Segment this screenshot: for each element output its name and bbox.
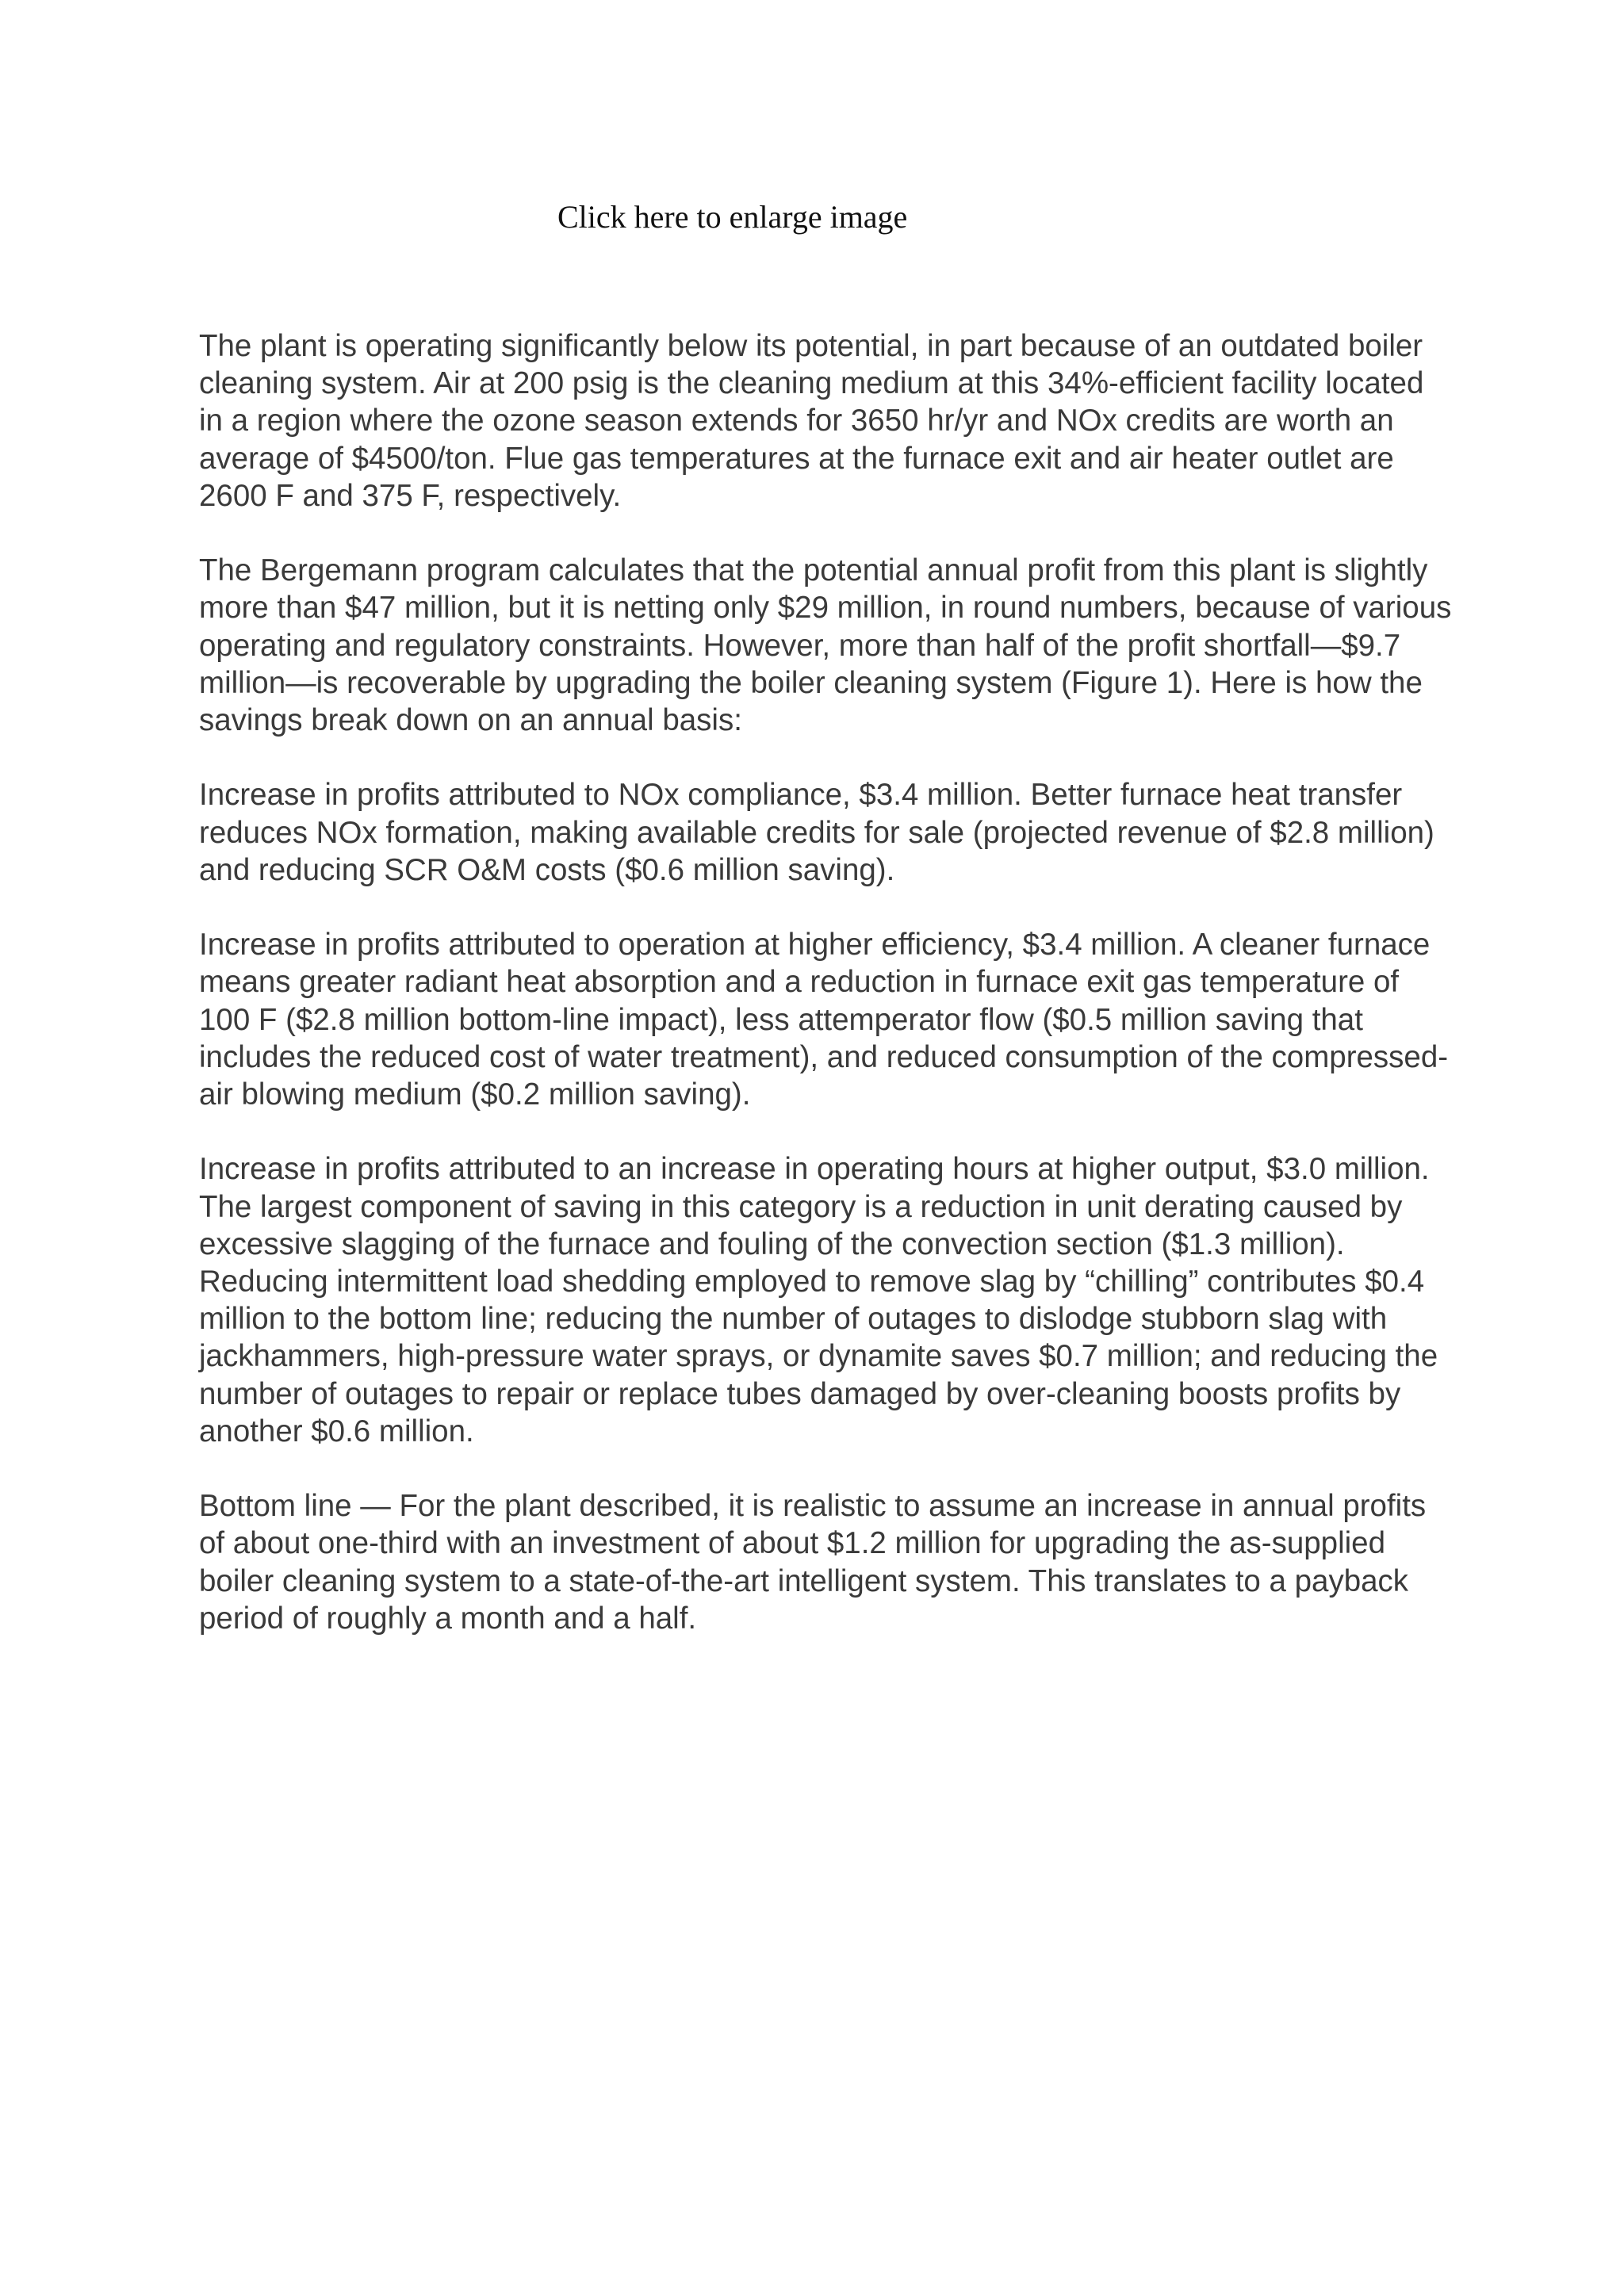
paragraph-operating-hours: Increase in profits attributed to an increase in operating hours at higher output, $3.0 million. The largest component of saving in this category is a reduction in unit derating caused by excessive slagging of the furnace and fouling of the convection section ($1.3 million). Reducing intermittent load shedding employed to remove slag by “chilling” contributes $0.4 million to the bottom line; reducing the number of outages to dislodge stubborn slag with jackhammers, high-pressure water sprays, or dynamite saves $0.7 million; and reducing the number of outages to repair or replace tubes damaged by over-cleaning boosts profits by another $0.6 million. [199,1152,1438,1448]
paragraph-plant-overview: The plant is operating significantly below its potential, in part because of an outdated boiler cleaning system. Air at 200 psig is the cleaning medium at this 34%-efficient facility located in a region where the ozone season extends for 3650 hr/yr and NOx credits are worth an average of $4500/ton. Flue gas temperatures at the furnace exit and air heater outlet are 2600 F and 375 F, respectively. [199,329,1424,513]
paragraph-efficiency: Increase in profits attributed to operation at higher efficiency, $3.4 million. A cleaner furnace means greater radiant heat absorption and a reduction in furnace exit gas temperature of 100 F ($2.8 million bottom-line impact), less attemperator flow ($0.5 million saving that includes the reduced cost of water treatment), and reduced consumption of the compressed-air blowing medium ($0.2 million saving). [199,928,1449,1112]
enlarge-image-link[interactable]: Click here to enlarge image [557,199,908,235]
paragraph-profit-analysis: The Bergemann program calculates that the potential annual profit from this plant is slightly more than $47 million, but it is netting only $29 million, in round numbers, because of various operating and regulatory constraints. However, more than half of the profit shortfall—$9.7 million—is recoverable by upgrading the boiler cleaning system (Figure 1). Here is how the savings break down on an annual basis: [199,553,1452,738]
paragraph-nox-compliance: Increase in profits attributed to NOx compliance, $3.4 million. Better furnace heat transfer reduces NOx formation, making available credits for sale (projected revenue of $2.8 million) and reducing SCR O&M costs ($0.6 million saving). [199,778,1434,887]
article-body [199,327,1452,1674]
paragraph-bottom-line: Bottom line — For the plant described, it is realistic to assume an increase in annual profits of about one-third with an investment of about $1.2 million for upgrading the as-supplied boiler cleaning system to a state-of-the-art intelligent system. This translates to a payback period of roughly a month and a half. [199,1489,1427,1636]
